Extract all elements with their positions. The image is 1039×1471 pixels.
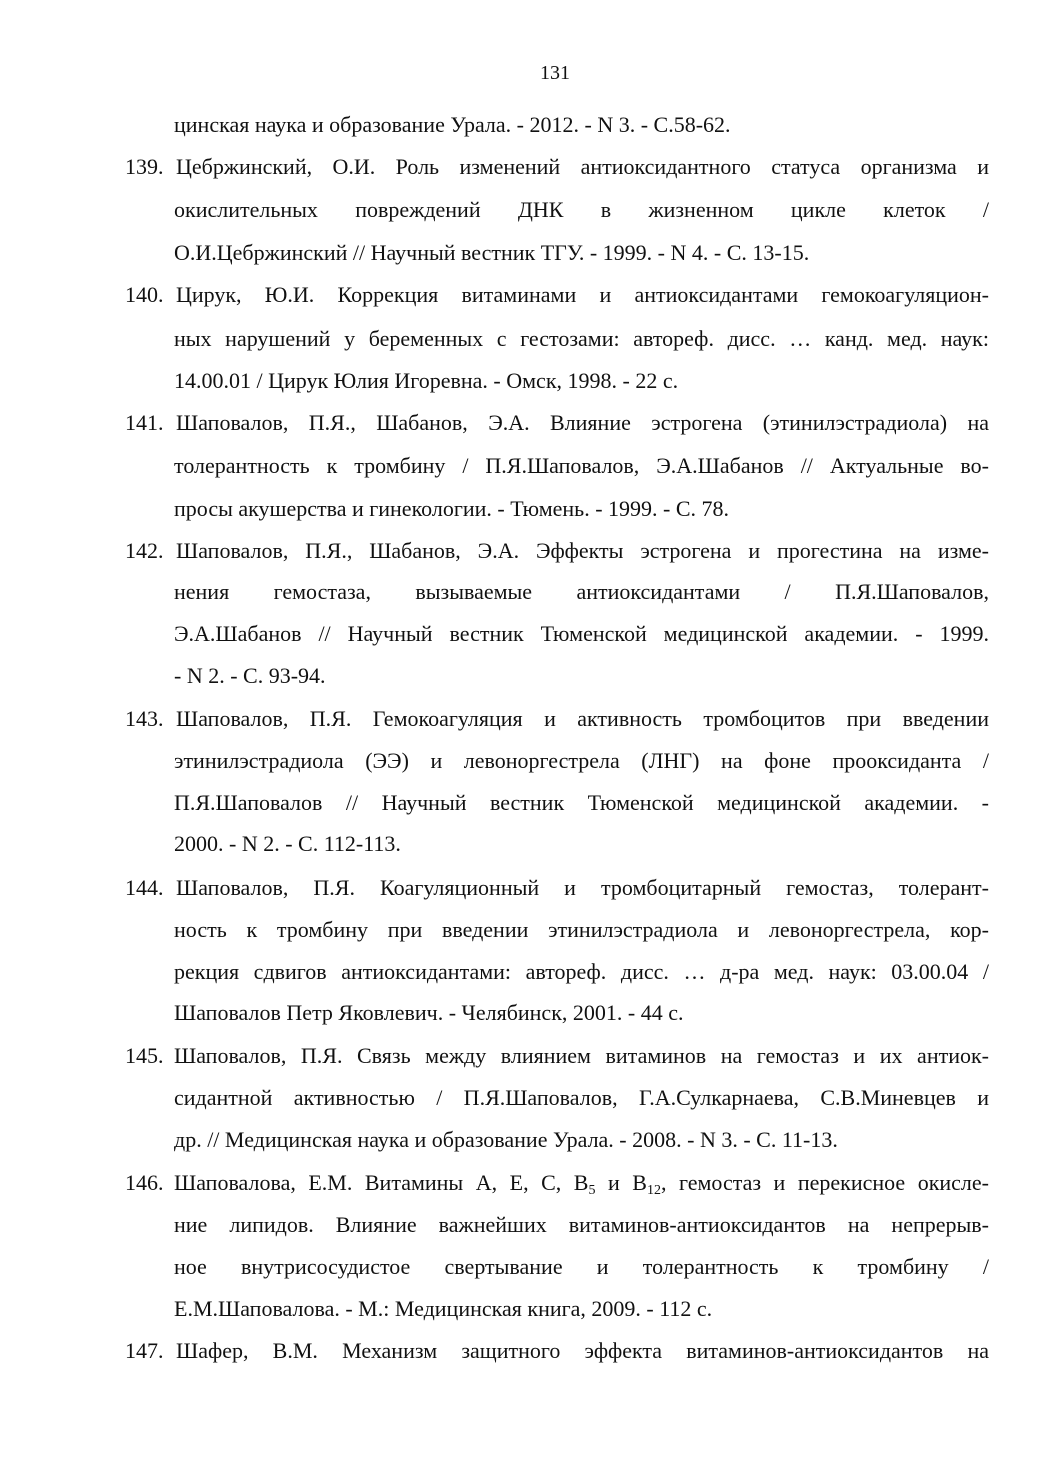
reference-144-line-3: рекция сдвигов антиоксидантами: автореф. дисс. … д-ра мед. наук: 03.00.04 / [174, 959, 989, 984]
reference-146-line-2: ние липидов. Влияние важнейших витаминов-антиоксидантов на непрерыв- [174, 1212, 989, 1237]
reference-140-line-1: Цирук, Ю.И. Коррекция витаминами и антиоксидантами гемокоагуляцион- [176, 282, 989, 307]
reference-146-line-1 [174, 1168, 989, 1198]
page-number: 131 [540, 62, 570, 84]
reference-number-141: 141. [125, 410, 164, 435]
reference-142-line-3: Э.А.Шабанов // Научный вестник Тюменской медицинской академии. - 1999. [174, 621, 989, 646]
reference-142-line-4: - N 2. - С. 93-94. [174, 663, 326, 688]
reference-139-line-2: окислительных повреждений ДНК в жизненном цикле клеток / [174, 197, 989, 222]
reference-142-line-1: Шаповалов, П.Я., Шабанов, Э.А. Эффекты эстрогена и прогестина на изме- [176, 538, 989, 563]
reference-number-143: 143. [125, 706, 164, 731]
reference-146-line-3: ное внутрисосудистое свертывание и толерантность к тромбину / [174, 1254, 989, 1279]
reference-number-144: 144. [125, 875, 164, 900]
reference-number-142: 142. [125, 538, 164, 563]
reference-number-147: 147. [125, 1338, 164, 1363]
reference-147-line-1: Шафер, В.М. Механизм защитного эффекта витаминов-антиоксидантов на [176, 1338, 989, 1363]
reference-145-line-3: др. // Медицинская наука и образование Урала. - 2008. - N 3. - С. 11-13. [174, 1127, 838, 1152]
reference-number-140: 140. [125, 282, 164, 307]
reference-143-line-1: Шаповалов, П.Я. Гемокоагуляция и активность тромбоцитов при введении [176, 706, 989, 731]
reference-144-line-4: Шаповалов Петр Яковлевич. - Челябинск, 2001. - 44 с. [174, 1000, 684, 1025]
reference-number-145: 145. [125, 1043, 164, 1068]
reference-140-line-2: ных нарушений у беременных с гестозами: автореф. дисс. … канд. мед. наук: [174, 326, 989, 351]
reference-139-line-1: Цебржинский, О.И. Роль изменений антиоксидантного статуса организма и [176, 154, 989, 179]
reference-142-line-2: нения гемостаза, вызываемые антиоксидантами / П.Я.Шаповалов, [174, 579, 989, 604]
reference-141-line-3: просы акушерства и гинекологии. - Тюмень. - 1999. - С. 78. [174, 496, 730, 521]
reference-141-line-1: Шаповалов, П.Я., Шабанов, Э.А. Влияние эстрогена (этинилэстрадиола) на [176, 410, 989, 435]
reference-146-text-part: и В [595, 1170, 647, 1195]
reference-143-line-3: П.Я.Шаповалов // Научный вестник Тюменской медицинской академии. - [174, 790, 989, 815]
subscript: 5 [588, 1183, 596, 1198]
reference-number-139: 139. [125, 154, 164, 179]
reference-145-line-1: Шаповалов, П.Я. Связь между влиянием витаминов на гемостаз и их антиок- [174, 1043, 989, 1068]
reference-145-line-2: сидантной активностью / П.Я.Шаповалов, Г.А.Сулкарнаева, С.В.Миневцев и [174, 1085, 989, 1110]
reference-143-line-4: 2000. - N 2. - С. 112-113. [174, 831, 401, 856]
reference-continuation-line: цинская наука и образование Урала. - 2012. - N 3. - С.58-62. [174, 112, 731, 137]
reference-146-text-part: , гемостаз и перекисное окисле- [660, 1170, 989, 1195]
subscript: 12 [646, 1183, 661, 1198]
reference-143-line-2: этинилэстрадиола (ЭЭ) и левоноргестрела (ЛНГ) на фоне прооксиданта / [174, 748, 989, 773]
reference-146-text-part: Шаповалова, Е.М. Витамины А, Е, С, В [174, 1170, 589, 1195]
reference-139-line-3: О.И.Цебржинский // Научный вестник ТГУ. - 1999. - N 4. - С. 13-15. [174, 240, 810, 265]
reference-146-line-4: Е.М.Шаповалова. - М.: Медицинская книга, 2009. - 112 с. [174, 1296, 713, 1321]
reference-140-line-3: 14.00.01 / Цирук Юлия Игоревна. - Омск, 1998. - 22 с. [174, 368, 679, 393]
reference-number-146: 146. [125, 1170, 164, 1195]
reference-144-line-2: ность к тромбину при введении этинилэстрадиола и левоноргестрела, кор- [174, 917, 989, 942]
reference-141-line-2: толерантность к тромбину / П.Я.Шаповалов, Э.А.Шабанов // Актуальные во- [174, 453, 989, 478]
reference-144-line-1: Шаповалов, П.Я. Коагуляционный и тромбоцитарный гемостаз, толерант- [176, 875, 989, 900]
